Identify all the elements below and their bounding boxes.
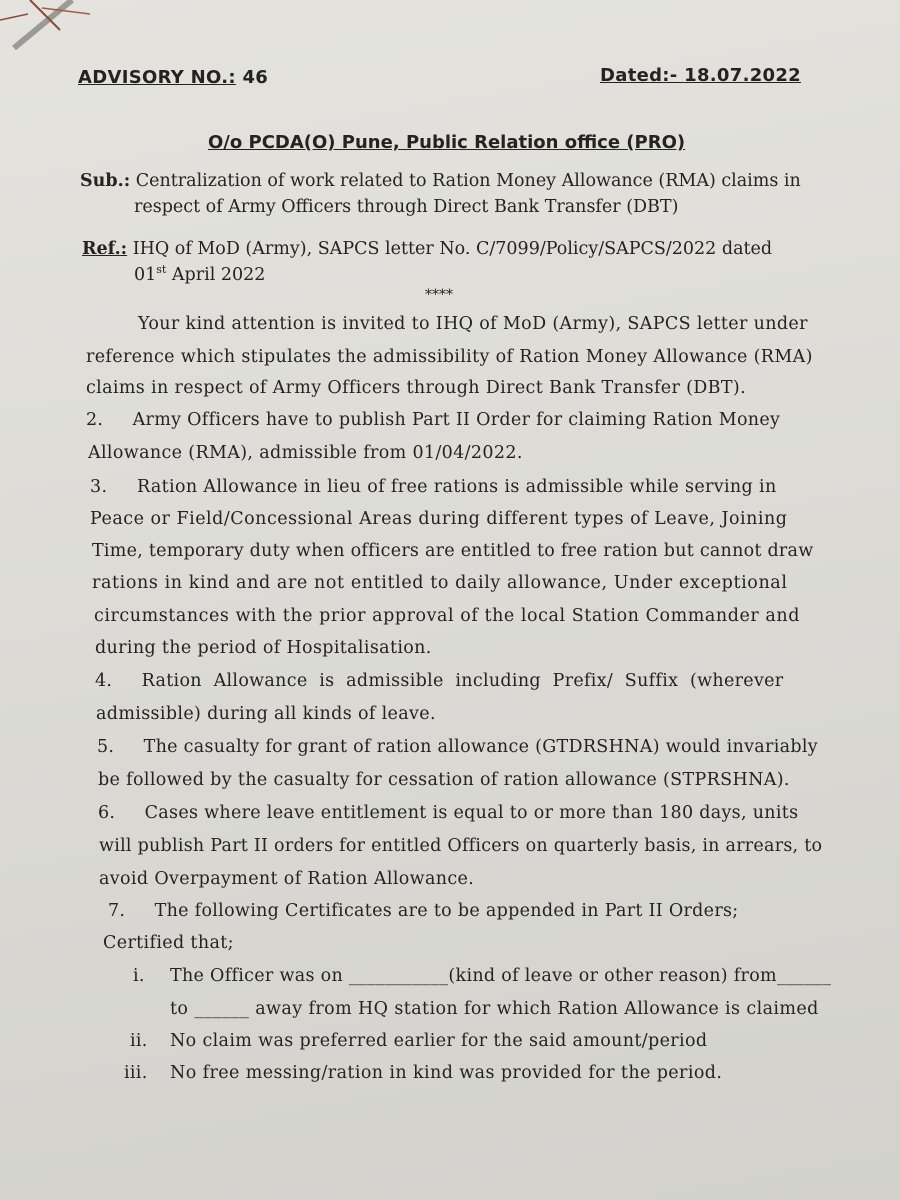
- para6-line-3: avoid Overpayment of Ration Allowance.: [99, 869, 475, 889]
- advisory-number: [78, 67, 268, 88]
- para1-line-3: claims in respect of Army Officers through Direct Bank Transfer (DBT).: [86, 378, 746, 398]
- dated-value: 18.07.2022: [684, 65, 802, 86]
- certificate-3-line-1: No free messing/ration in kind was provided for the period.: [170, 1063, 723, 1083]
- reference-label: Ref.:: [82, 239, 128, 259]
- certificate-1-number: i.: [133, 966, 145, 986]
- para3-line-3: Time, temporary duty when officers are entitled to free ration but cannot draw: [92, 541, 814, 561]
- para6-line-1: 6. Cases where leave entitlement is equal to or more than 180 days, units: [98, 803, 799, 823]
- para5-line-1: 5. The casualty for grant of ration allowance (GTDRSHNA) would invariably: [97, 737, 818, 757]
- reference-line-2: 01st April 2022: [134, 263, 266, 285]
- certified-heading: Certified that;: [103, 933, 234, 953]
- certificate-2-line-1: No claim was preferred earlier for the said amount/period: [170, 1031, 708, 1051]
- certificate-1-line-2: to ______ away from HQ station for which Ration Allowance is claimed: [170, 999, 819, 1019]
- para2-line-1: 2. Army Officers have to publish Part II Order for claiming Ration Money: [86, 410, 781, 430]
- para7-line: 7. The following Certificates are to be appended in Part II Orders;: [108, 901, 739, 921]
- advisory-label: ADVISORY NO.:: [78, 67, 236, 88]
- certificate-3-number: iii.: [124, 1063, 148, 1083]
- para4-line-1: 4. Ration Allowance is admissible including Prefix/ Suffix (wherever: [95, 671, 784, 691]
- para1-line-2: reference which stipulates the admissibility of Ration Money Allowance (RMA): [86, 347, 813, 367]
- tag-string-icon: [0, 0, 90, 60]
- para3-line-4: rations in kind and are not entitled to daily allowance, Under exceptional: [92, 573, 788, 593]
- para5-line-2: be followed by the casualty for cessation of ration allowance (STPRSHNA).: [98, 770, 790, 790]
- subject-label: Sub.:: [80, 171, 131, 191]
- separator: ****: [425, 287, 453, 303]
- certificate-2-number: ii.: [130, 1031, 148, 1051]
- advisory-value: 46: [242, 67, 269, 88]
- para6-line-2: will publish Part II orders for entitled Officers on quarterly basis, in arrears, to: [99, 836, 823, 856]
- para1-line-1: Your kind attention is invited to IHQ of MoD (Army), SAPCS letter under: [138, 314, 808, 334]
- dated-label: Dated:-: [600, 65, 678, 86]
- para3-line-6: during the period of Hospitalisation.: [95, 638, 432, 658]
- advisory-date: [600, 65, 801, 86]
- para3-line-5: circumstances with the prior approval of the local Station Commander and: [94, 606, 800, 626]
- para3-line-1: 3. Ration Allowance in lieu of free rations is admissible while serving in: [90, 477, 777, 497]
- subject-line-2: respect of Army Officers through Direct Bank Transfer (DBT): [134, 197, 679, 217]
- certificate-1-line-1: The Officer was on ___________(kind of leave or other reason) from______: [170, 966, 832, 986]
- subject-line-1: Sub.: Centralization of work related to Ration Money Allowance (RMA) claims in: [80, 171, 801, 191]
- office-title: O/o PCDA(O) Pune, Public Relation office (PRO): [208, 132, 686, 153]
- para3-line-2: Peace or Field/Concessional Areas during different types of Leave, Joining: [90, 509, 788, 529]
- para4-line-2: admissible) during all kinds of leave.: [96, 704, 436, 724]
- para2-line-2: Allowance (RMA), admissible from 01/04/2022.: [88, 443, 523, 463]
- reference-line-1: Ref.: IHQ of MoD (Army), SAPCS letter No. C/7099/Policy/SAPCS/2022 dated: [82, 239, 773, 259]
